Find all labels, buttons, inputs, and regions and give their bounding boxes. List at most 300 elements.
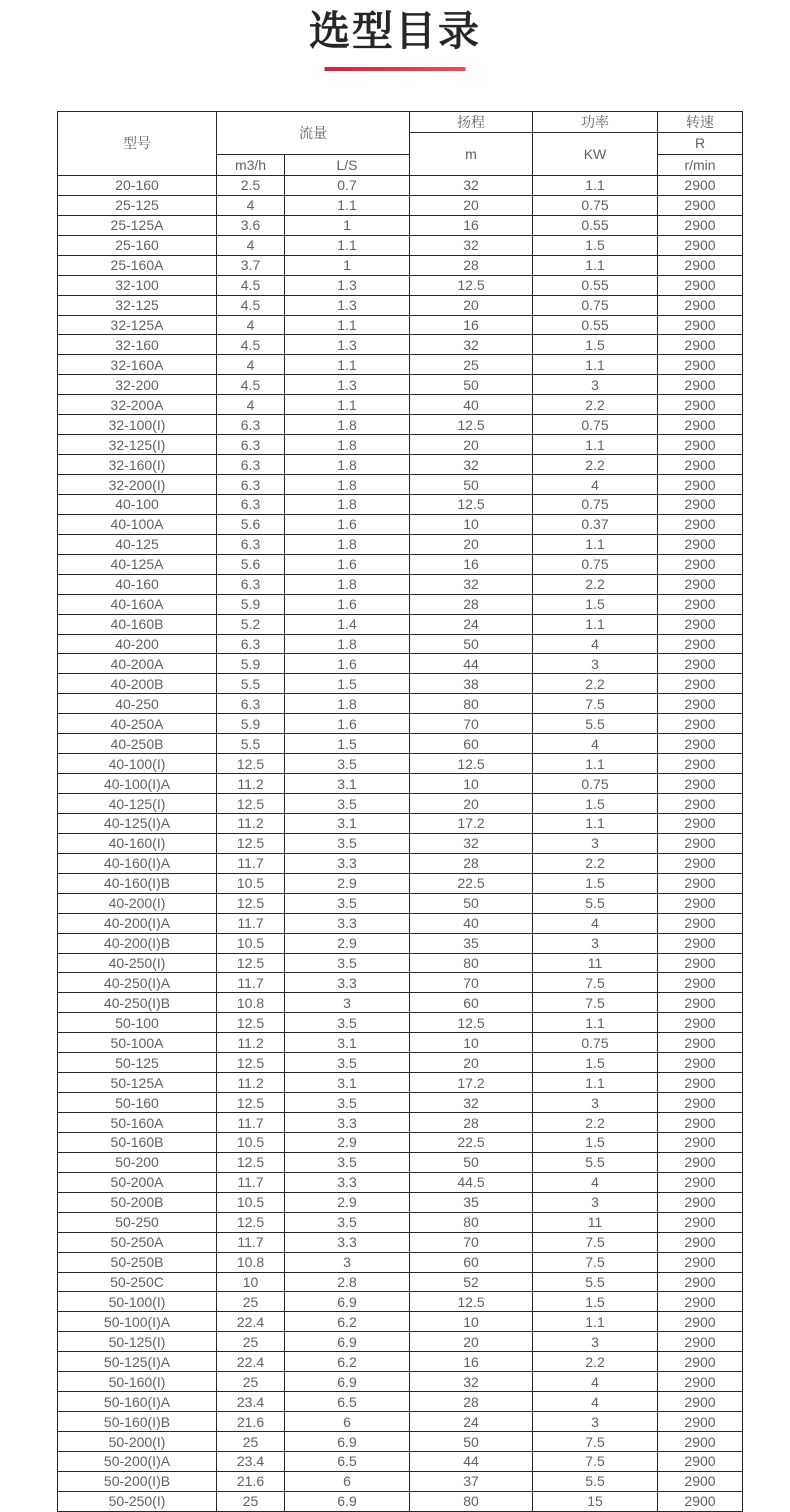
cell-flow-ls: 3.5	[285, 1013, 410, 1033]
col-header-model: 型号	[58, 112, 217, 176]
cell-power-kw: 0.75	[533, 1033, 658, 1053]
cell-power-kw: 5.5	[533, 1471, 658, 1491]
cell-power-kw: 1.1	[533, 1013, 658, 1033]
cell-flow-m3h: 4	[217, 355, 285, 375]
cell-model: 50-200	[58, 1152, 217, 1172]
cell-flow-ls: 1.3	[285, 375, 410, 395]
cell-power-kw: 2.2	[533, 455, 658, 475]
cell-speed-rmin: 2900	[658, 534, 743, 554]
cell-head-m: 20	[410, 1332, 533, 1352]
cell-head-m: 44	[410, 654, 533, 674]
cell-power-kw: 0.55	[533, 215, 658, 235]
cell-flow-m3h: 4.5	[217, 375, 285, 395]
cell-head-m: 28	[410, 594, 533, 614]
cell-model: 32-125(I)	[58, 435, 217, 455]
cell-head-m: 25	[410, 355, 533, 375]
cell-speed-rmin: 2900	[658, 993, 743, 1013]
cell-head-m: 12.5	[410, 754, 533, 774]
cell-model: 50-100(I)	[58, 1292, 217, 1312]
cell-power-kw: 11	[533, 1212, 658, 1232]
cell-power-kw: 1.5	[533, 1292, 658, 1312]
cell-power-kw: 1.1	[533, 355, 658, 375]
cell-flow-ls: 2.9	[285, 1192, 410, 1212]
table-row	[58, 1292, 743, 1312]
table-row	[58, 1113, 743, 1133]
cell-speed-rmin: 2900	[658, 1232, 743, 1252]
cell-flow-m3h: 10.5	[217, 1192, 285, 1212]
cell-power-kw: 11	[533, 953, 658, 973]
cell-head-m: 10	[410, 514, 533, 534]
cell-flow-m3h: 10.5	[217, 933, 285, 953]
cell-model: 40-250A	[58, 714, 217, 734]
cell-model: 40-250	[58, 694, 217, 714]
cell-model: 32-200(I)	[58, 475, 217, 495]
cell-head-m: 28	[410, 853, 533, 873]
cell-speed-rmin: 2900	[658, 694, 743, 714]
cell-speed-rmin: 2900	[658, 933, 743, 953]
table-row	[58, 1451, 743, 1471]
cell-flow-ls: 3.3	[285, 1172, 410, 1192]
cell-flow-ls: 1.8	[285, 475, 410, 495]
cell-model: 50-125(I)	[58, 1332, 217, 1352]
cell-speed-rmin: 2900	[658, 1152, 743, 1172]
table-row	[58, 275, 743, 295]
cell-power-kw: 1.5	[533, 335, 658, 355]
cell-speed-rmin: 2900	[658, 734, 743, 754]
cell-power-kw: 4	[533, 913, 658, 933]
col-header-flow: 流量	[217, 112, 410, 155]
cell-speed-rmin: 2900	[658, 1292, 743, 1312]
cell-model: 20-160	[58, 175, 217, 195]
cell-flow-m3h: 5.5	[217, 674, 285, 694]
cell-model: 50-100	[58, 1013, 217, 1033]
table-row	[58, 1352, 743, 1372]
cell-power-kw: 0.55	[533, 315, 658, 335]
cell-model: 40-250(I)B	[58, 993, 217, 1013]
cell-flow-m3h: 21.6	[217, 1412, 285, 1432]
table-row	[58, 953, 743, 973]
table-row	[58, 1033, 743, 1053]
cell-power-kw: 0.75	[533, 554, 658, 574]
cell-flow-m3h: 6.3	[217, 435, 285, 455]
selection-table	[57, 111, 743, 1512]
cell-model: 40-125(I)	[58, 794, 217, 814]
cell-head-m: 10	[410, 1312, 533, 1332]
table-row	[58, 435, 743, 455]
cell-flow-m3h: 6.3	[217, 694, 285, 714]
cell-model: 32-125A	[58, 315, 217, 335]
cell-flow-ls: 1.3	[285, 295, 410, 315]
cell-power-kw: 7.5	[533, 1451, 658, 1471]
cell-speed-rmin: 2900	[658, 455, 743, 475]
table-row	[58, 235, 743, 255]
cell-head-m: 50	[410, 375, 533, 395]
cell-head-m: 12.5	[410, 1292, 533, 1312]
table-row	[58, 415, 743, 435]
cell-head-m: 28	[410, 1113, 533, 1133]
cell-flow-ls: 1.8	[285, 435, 410, 455]
cell-flow-ls: 3.5	[285, 754, 410, 774]
cell-power-kw: 1.1	[533, 175, 658, 195]
cell-head-m: 28	[410, 1392, 533, 1412]
cell-head-m: 16	[410, 315, 533, 335]
table-row	[58, 594, 743, 614]
cell-flow-m3h: 25	[217, 1372, 285, 1392]
cell-head-m: 20	[410, 195, 533, 215]
cell-power-kw: 2.2	[533, 853, 658, 873]
cell-flow-m3h: 4.5	[217, 295, 285, 315]
cell-flow-m3h: 12.5	[217, 893, 285, 913]
cell-power-kw: 3	[533, 1093, 658, 1113]
table-row	[58, 973, 743, 993]
col-header-flow-m3h: m3/h	[217, 154, 285, 175]
table-row	[58, 554, 743, 574]
cell-flow-m3h: 6.3	[217, 415, 285, 435]
cell-flow-m3h: 6.3	[217, 494, 285, 514]
cell-model: 40-160(I)B	[58, 873, 217, 893]
cell-head-m: 32	[410, 455, 533, 475]
cell-speed-rmin: 2900	[658, 375, 743, 395]
cell-speed-rmin: 2900	[658, 574, 743, 594]
cell-flow-ls: 6.2	[285, 1352, 410, 1372]
cell-power-kw: 1.5	[533, 1132, 658, 1152]
cell-flow-m3h: 12.5	[217, 1053, 285, 1073]
cell-speed-rmin: 2900	[658, 634, 743, 654]
cell-flow-m3h: 12.5	[217, 1152, 285, 1172]
cell-power-kw: 2.2	[533, 674, 658, 694]
cell-power-kw: 1.5	[533, 594, 658, 614]
cell-model: 50-250(I)	[58, 1491, 217, 1511]
cell-head-m: 40	[410, 913, 533, 933]
cell-model: 40-100A	[58, 514, 217, 534]
cell-flow-m3h: 10.5	[217, 873, 285, 893]
cell-flow-ls: 6.9	[285, 1332, 410, 1352]
cell-power-kw: 0.75	[533, 774, 658, 794]
table-row	[58, 714, 743, 734]
table-row	[58, 754, 743, 774]
cell-speed-rmin: 2900	[658, 315, 743, 335]
cell-flow-m3h: 11.7	[217, 853, 285, 873]
cell-power-kw: 1.1	[533, 754, 658, 774]
table-row	[58, 774, 743, 794]
cell-speed-rmin: 2900	[658, 1033, 743, 1053]
cell-flow-ls: 6.9	[285, 1432, 410, 1452]
cell-power-kw: 0.55	[533, 275, 658, 295]
cell-head-m: 32	[410, 1093, 533, 1113]
cell-head-m: 60	[410, 734, 533, 754]
cell-flow-ls: 1.1	[285, 315, 410, 335]
cell-model: 40-125A	[58, 554, 217, 574]
cell-head-m: 24	[410, 614, 533, 634]
cell-head-m: 60	[410, 993, 533, 1013]
col-header-speed: 转速	[658, 112, 743, 133]
cell-speed-rmin: 2900	[658, 1372, 743, 1392]
cell-flow-ls: 3.5	[285, 1053, 410, 1073]
cell-flow-m3h: 11.7	[217, 1113, 285, 1133]
table-row	[58, 634, 743, 654]
cell-head-m: 80	[410, 1491, 533, 1511]
cell-flow-m3h: 5.9	[217, 714, 285, 734]
cell-flow-ls: 1.1	[285, 195, 410, 215]
table-row	[58, 1232, 743, 1252]
cell-model: 50-160(I)	[58, 1372, 217, 1392]
cell-power-kw: 4	[533, 1172, 658, 1192]
cell-head-m: 17.2	[410, 1073, 533, 1093]
cell-head-m: 32	[410, 1372, 533, 1392]
cell-model: 25-125A	[58, 215, 217, 235]
cell-model: 50-160	[58, 1093, 217, 1113]
cell-model: 25-160A	[58, 255, 217, 275]
cell-flow-m3h: 4.5	[217, 335, 285, 355]
table-row	[58, 514, 743, 534]
cell-power-kw: 1.5	[533, 1053, 658, 1073]
cell-power-kw: 1.1	[533, 813, 658, 833]
table-row	[58, 694, 743, 714]
cell-head-m: 16	[410, 1352, 533, 1372]
cell-flow-ls: 1	[285, 215, 410, 235]
table-row	[58, 534, 743, 554]
cell-power-kw: 2.2	[533, 1113, 658, 1133]
cell-flow-m3h: 6.3	[217, 574, 285, 594]
cell-flow-ls: 2.9	[285, 933, 410, 953]
cell-power-kw: 15	[533, 1491, 658, 1511]
table-row	[58, 494, 743, 514]
table-row	[58, 1093, 743, 1113]
cell-head-m: 70	[410, 714, 533, 734]
cell-flow-ls: 1.1	[285, 235, 410, 255]
col-header-speed-unit-r: R	[658, 133, 743, 154]
cell-flow-ls: 1.6	[285, 654, 410, 674]
cell-flow-m3h: 11.7	[217, 973, 285, 993]
table-row	[58, 1132, 743, 1152]
cell-model: 50-250C	[58, 1272, 217, 1292]
table-row	[58, 1372, 743, 1392]
cell-speed-rmin: 2900	[658, 714, 743, 734]
cell-flow-m3h: 25	[217, 1292, 285, 1312]
table-row	[58, 1432, 743, 1452]
cell-flow-m3h: 5.2	[217, 614, 285, 634]
cell-power-kw: 5.5	[533, 1272, 658, 1292]
cell-speed-rmin: 2900	[658, 395, 743, 415]
cell-head-m: 12.5	[410, 275, 533, 295]
cell-head-m: 80	[410, 694, 533, 714]
table-row-partial	[58, 1491, 743, 1511]
cell-flow-ls: 3.3	[285, 1113, 410, 1133]
cell-head-m: 80	[410, 953, 533, 973]
cell-head-m: 20	[410, 794, 533, 814]
cell-head-m: 20	[410, 534, 533, 554]
cell-flow-m3h: 6.3	[217, 534, 285, 554]
cell-model: 32-100(I)	[58, 415, 217, 435]
cell-head-m: 60	[410, 1252, 533, 1272]
cell-flow-m3h: 25	[217, 1432, 285, 1452]
cell-flow-m3h: 6.3	[217, 475, 285, 495]
cell-model: 32-200	[58, 375, 217, 395]
cell-model: 50-200(I)B	[58, 1471, 217, 1491]
cell-model: 32-100	[58, 275, 217, 295]
cell-head-m: 10	[410, 774, 533, 794]
table-row	[58, 614, 743, 634]
cell-speed-rmin: 2900	[658, 1491, 743, 1511]
cell-flow-ls: 1.5	[285, 674, 410, 694]
table-row	[58, 1332, 743, 1352]
cell-speed-rmin: 2900	[658, 1192, 743, 1212]
cell-head-m: 50	[410, 634, 533, 654]
table-row	[58, 295, 743, 315]
cell-power-kw: 1.5	[533, 235, 658, 255]
cell-flow-m3h: 23.4	[217, 1451, 285, 1471]
cell-model: 50-200(I)	[58, 1432, 217, 1452]
cell-model: 40-250B	[58, 734, 217, 754]
cell-flow-m3h: 11.7	[217, 1232, 285, 1252]
cell-head-m: 38	[410, 674, 533, 694]
cell-flow-ls: 3	[285, 1252, 410, 1272]
cell-power-kw: 1.1	[533, 1312, 658, 1332]
cell-speed-rmin: 2900	[658, 1432, 743, 1452]
cell-model: 40-100(I)A	[58, 774, 217, 794]
cell-head-m: 16	[410, 554, 533, 574]
cell-speed-rmin: 2900	[658, 235, 743, 255]
cell-power-kw: 4	[533, 1392, 658, 1412]
table-row	[58, 1013, 743, 1033]
cell-speed-rmin: 2900	[658, 215, 743, 235]
cell-speed-rmin: 2900	[658, 953, 743, 973]
cell-flow-m3h: 21.6	[217, 1471, 285, 1491]
table-row	[58, 873, 743, 893]
cell-power-kw: 3	[533, 1332, 658, 1352]
cell-flow-m3h: 12.5	[217, 1093, 285, 1113]
cell-flow-ls: 1.8	[285, 634, 410, 654]
cell-power-kw: 4	[533, 475, 658, 495]
cell-power-kw: 3	[533, 1412, 658, 1432]
cell-model: 40-200(I)B	[58, 933, 217, 953]
cell-flow-m3h: 3.7	[217, 255, 285, 275]
cell-speed-rmin: 2900	[658, 614, 743, 634]
table-row	[58, 455, 743, 475]
cell-flow-ls: 3.5	[285, 1152, 410, 1172]
cell-power-kw: 4	[533, 1372, 658, 1392]
cell-model: 40-160(I)A	[58, 853, 217, 873]
cell-flow-ls: 6	[285, 1471, 410, 1491]
cell-flow-m3h: 12.5	[217, 754, 285, 774]
table-row	[58, 1212, 743, 1232]
cell-head-m: 80	[410, 1212, 533, 1232]
cell-flow-ls: 6.5	[285, 1392, 410, 1412]
cell-speed-rmin: 2900	[658, 1392, 743, 1412]
table-row	[58, 1053, 743, 1073]
cell-speed-rmin: 2900	[658, 1332, 743, 1352]
cell-model: 50-250B	[58, 1252, 217, 1272]
col-header-flow-ls: L/S	[285, 154, 410, 175]
cell-head-m: 22.5	[410, 873, 533, 893]
cell-model: 25-125	[58, 195, 217, 215]
cell-speed-rmin: 2900	[658, 1471, 743, 1491]
cell-head-m: 52	[410, 1272, 533, 1292]
col-header-power-unit: KW	[533, 133, 658, 176]
cell-flow-ls: 6.5	[285, 1451, 410, 1471]
cell-model: 40-200A	[58, 654, 217, 674]
table-row	[58, 195, 743, 215]
cell-model: 40-125(I)A	[58, 813, 217, 833]
cell-flow-ls: 1.1	[285, 355, 410, 375]
cell-speed-rmin: 2900	[658, 295, 743, 315]
cell-speed-rmin: 2900	[658, 335, 743, 355]
cell-flow-m3h: 11.2	[217, 774, 285, 794]
cell-speed-rmin: 2900	[658, 654, 743, 674]
cell-power-kw: 3	[533, 833, 658, 853]
cell-flow-m3h: 10	[217, 1272, 285, 1292]
table-row	[58, 475, 743, 495]
col-header-head: 扬程	[410, 112, 533, 133]
cell-speed-rmin: 2900	[658, 1113, 743, 1133]
cell-model: 50-125	[58, 1053, 217, 1073]
cell-flow-m3h: 23.4	[217, 1392, 285, 1412]
table-row	[58, 734, 743, 754]
cell-speed-rmin: 2900	[658, 813, 743, 833]
cell-flow-ls: 1.3	[285, 275, 410, 295]
cell-model: 32-125	[58, 295, 217, 315]
table-row	[58, 813, 743, 833]
cell-head-m: 20	[410, 435, 533, 455]
cell-power-kw: 7.5	[533, 993, 658, 1013]
col-header-speed-unit-rmin: r/min	[658, 154, 743, 175]
cell-model: 40-160	[58, 574, 217, 594]
cell-flow-ls: 6.9	[285, 1292, 410, 1312]
cell-flow-ls: 2.9	[285, 1132, 410, 1152]
cell-power-kw: 7.5	[533, 694, 658, 714]
cell-speed-rmin: 2900	[658, 794, 743, 814]
cell-head-m: 44.5	[410, 1172, 533, 1192]
cell-flow-m3h: 2.5	[217, 175, 285, 195]
table-row	[58, 794, 743, 814]
cell-model: 32-200A	[58, 395, 217, 415]
cell-head-m: 50	[410, 475, 533, 495]
cell-head-m: 32	[410, 833, 533, 853]
page-title: 选型目录	[309, 8, 481, 54]
cell-model: 32-160	[58, 335, 217, 355]
cell-flow-m3h: 4	[217, 195, 285, 215]
cell-flow-ls: 1.8	[285, 694, 410, 714]
header-row-1	[58, 112, 743, 133]
cell-model: 40-200	[58, 634, 217, 654]
cell-flow-ls: 1.8	[285, 415, 410, 435]
cell-flow-m3h: 12.5	[217, 833, 285, 853]
cell-head-m: 35	[410, 1192, 533, 1212]
cell-flow-ls: 1	[285, 255, 410, 275]
cell-power-kw: 0.75	[533, 195, 658, 215]
cell-speed-rmin: 2900	[658, 275, 743, 295]
table-row	[58, 853, 743, 873]
cell-head-m: 70	[410, 973, 533, 993]
cell-flow-m3h: 11.2	[217, 1073, 285, 1093]
cell-head-m: 12.5	[410, 1013, 533, 1033]
table-row	[58, 355, 743, 375]
cell-power-kw: 5.5	[533, 1152, 658, 1172]
cell-power-kw: 1.1	[533, 255, 658, 275]
cell-flow-ls: 1.6	[285, 514, 410, 534]
cell-head-m: 28	[410, 255, 533, 275]
cell-model: 50-160(I)B	[58, 1412, 217, 1432]
table-row	[58, 1272, 743, 1292]
cell-flow-ls: 6.9	[285, 1491, 410, 1511]
cell-model: 50-160A	[58, 1113, 217, 1133]
cell-head-m: 12.5	[410, 415, 533, 435]
cell-head-m: 32	[410, 335, 533, 355]
cell-flow-ls: 6.2	[285, 1312, 410, 1332]
table-row	[58, 893, 743, 913]
cell-head-m: 50	[410, 1432, 533, 1452]
cell-flow-ls: 3.5	[285, 1093, 410, 1113]
